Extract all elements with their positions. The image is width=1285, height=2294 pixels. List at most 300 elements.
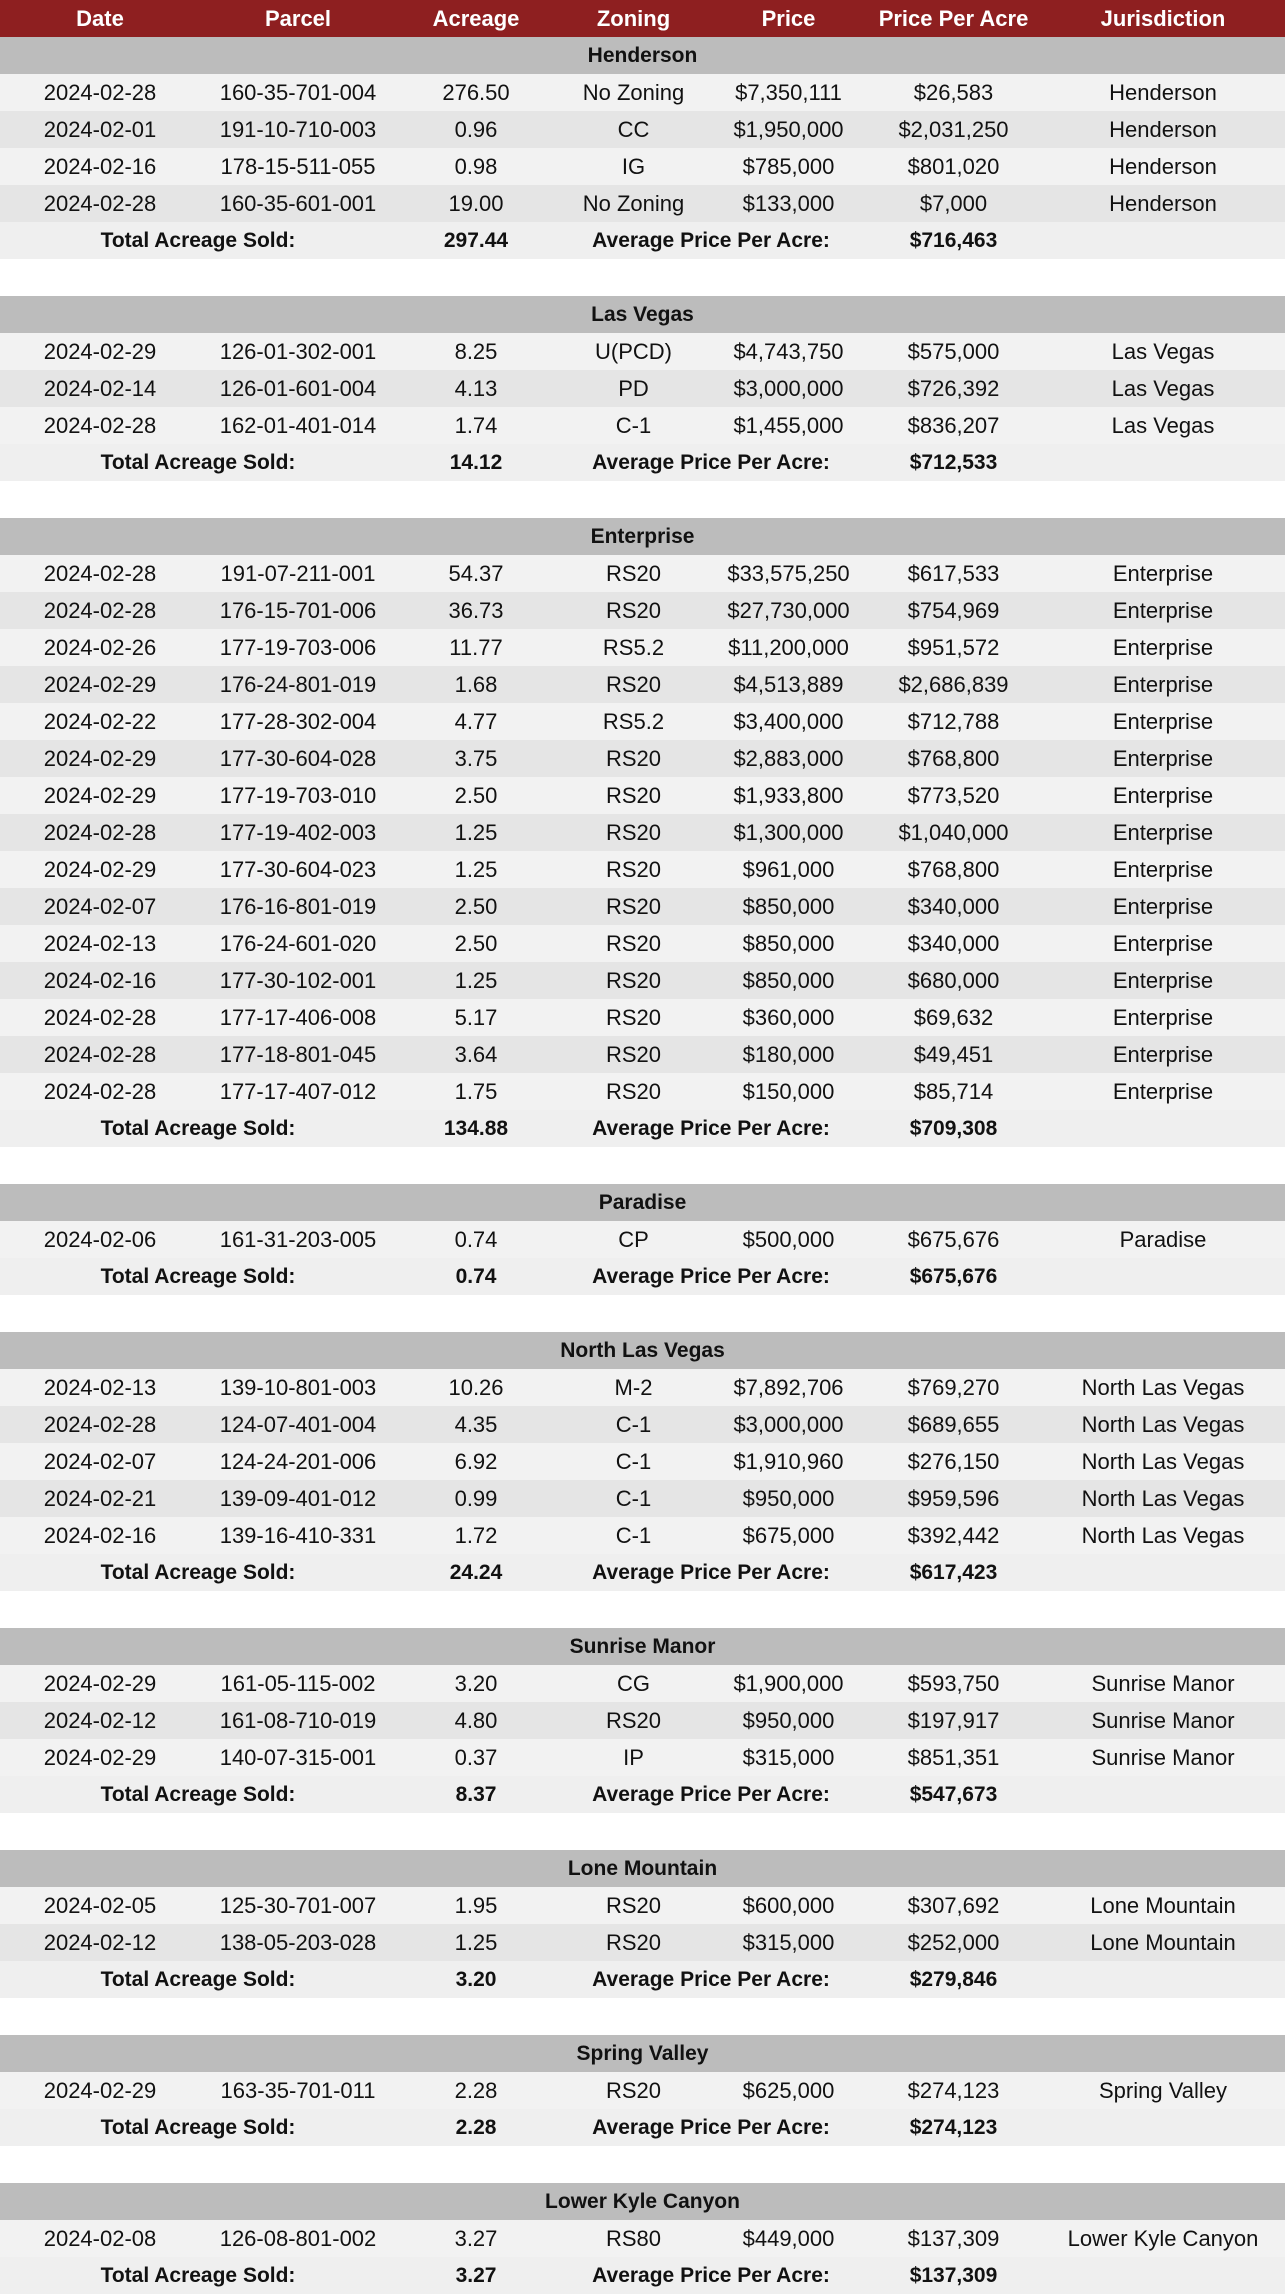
- date-cell: 2024-02-29: [43, 782, 157, 808]
- table-row: [0, 333, 1285, 370]
- date-cell: 2024-02-12: [43, 1929, 157, 1955]
- date-cell: 2024-02-22: [43, 708, 157, 734]
- acreage-cell: 1.74: [454, 412, 498, 438]
- date-cell: 2024-02-28: [43, 1041, 157, 1067]
- average-ppa-label: Average Price Per Acre:: [592, 1967, 830, 1991]
- average-ppa-value: $547,673: [909, 1782, 998, 1806]
- parcel-cell: 126-01-302-001: [219, 338, 377, 364]
- acreage-cell: 0.99: [454, 1485, 498, 1511]
- parcel-cell: 125-30-701-007: [219, 1892, 377, 1918]
- jurisdiction-cell: Enterprise: [1112, 967, 1214, 993]
- price-cell: $4,743,750: [733, 338, 844, 364]
- date-cell: 2024-02-29: [43, 745, 157, 771]
- table-row: [0, 1221, 1285, 1258]
- zoning-cell: M-2: [614, 1374, 653, 1400]
- total-acreage-label: Total Acreage Sold:: [100, 2263, 296, 2287]
- zoning-cell: RS80: [605, 2225, 662, 2251]
- price-cell: $3,000,000: [733, 375, 844, 401]
- table-row: [0, 185, 1285, 222]
- jurisdiction-cell: North Las Vegas: [1081, 1411, 1245, 1437]
- section-total-row: [0, 1961, 1285, 1998]
- parcel-cell: 139-09-401-012: [219, 1485, 377, 1511]
- parcel-cell: 191-10-710-003: [219, 116, 377, 142]
- jurisdiction-cell: Enterprise: [1112, 634, 1214, 660]
- section-spacer: [0, 1147, 1285, 1184]
- price-per-acre-cell: $49,451: [913, 1041, 994, 1067]
- sections-container: [0, 37, 1285, 2294]
- price-cell: $33,575,250: [727, 560, 850, 586]
- price-cell: $449,000: [742, 2225, 835, 2251]
- table-row: [0, 1702, 1285, 1739]
- date-cell: 2024-02-28: [43, 190, 157, 216]
- price-per-acre-cell: $951,572: [907, 634, 1000, 660]
- acreage-cell: 1.25: [454, 856, 498, 882]
- total-acreage-value: 134.88: [443, 1116, 509, 1140]
- total-acreage-label: Total Acreage Sold:: [100, 1967, 296, 1991]
- table-row: [0, 962, 1285, 999]
- average-ppa-value: $712,533: [909, 450, 998, 474]
- parcel-cell: 177-18-801-045: [219, 1041, 377, 1067]
- parcel-cell: 160-35-701-004: [219, 79, 377, 105]
- section-title: Lower Kyle Canyon: [0, 2183, 1285, 2220]
- zoning-cell: U(PCD): [595, 338, 672, 364]
- price-cell: $2,883,000: [733, 745, 844, 771]
- date-cell: 2024-02-29: [43, 2077, 157, 2103]
- acreage-cell: 276.50: [442, 79, 510, 105]
- average-ppa-value: $675,676: [909, 1264, 998, 1288]
- parcel-cell: 126-01-601-004: [219, 375, 377, 401]
- date-cell: 2024-02-08: [43, 2225, 157, 2251]
- average-ppa-label: Average Price Per Acre:: [592, 1560, 830, 1584]
- jurisdiction-cell: North Las Vegas: [1081, 1522, 1245, 1548]
- price-per-acre-cell: $617,533: [907, 560, 1000, 586]
- table-row: [0, 111, 1285, 148]
- acreage-cell: 2.50: [454, 782, 498, 808]
- date-cell: 2024-02-28: [43, 412, 157, 438]
- price-cell: $27,730,000: [727, 597, 850, 623]
- section-total-row: [0, 1776, 1285, 1813]
- parcel-cell: 177-30-102-001: [219, 967, 377, 993]
- acreage-cell: 1.72: [454, 1522, 498, 1548]
- parcel-cell: 160-35-601-001: [219, 190, 377, 216]
- zoning-cell: IG: [621, 153, 646, 179]
- jurisdiction-cell: Enterprise: [1112, 708, 1214, 734]
- price-per-acre-cell: $2,686,839: [898, 671, 1009, 697]
- zoning-cell: RS20: [605, 1004, 662, 1030]
- table-header: [0, 0, 1285, 37]
- price-per-acre-cell: $712,788: [907, 708, 1000, 734]
- total-acreage-label: Total Acreage Sold:: [100, 2115, 296, 2139]
- total-acreage-value: 3.20: [455, 1967, 497, 1991]
- section-total-row: [0, 444, 1285, 481]
- table-row: [0, 148, 1285, 185]
- parcel-cell: 126-08-801-002: [219, 2225, 377, 2251]
- date-cell: 2024-02-29: [43, 1670, 157, 1696]
- jurisdiction-cell: North Las Vegas: [1081, 1485, 1245, 1511]
- acreage-cell: 4.35: [454, 1411, 498, 1437]
- parcel-cell: 161-08-710-019: [219, 1707, 377, 1733]
- acreage-cell: 1.25: [454, 1929, 498, 1955]
- parcel-cell: 176-15-701-006: [219, 597, 377, 623]
- acreage-cell: 19.00: [448, 190, 504, 216]
- section-spacer: [0, 1998, 1285, 2035]
- zoning-cell: RS20: [605, 597, 662, 623]
- jurisdiction-cell: Enterprise: [1112, 745, 1214, 771]
- jurisdiction-cell: Enterprise: [1112, 819, 1214, 845]
- parcel-cell: 177-17-406-008: [219, 1004, 377, 1030]
- date-cell: 2024-02-26: [43, 634, 157, 660]
- average-ppa-value: $709,308: [909, 1116, 998, 1140]
- acreage-cell: 3.64: [454, 1041, 498, 1067]
- parcel-cell: 176-24-801-019: [219, 671, 377, 697]
- section-title: Las Vegas: [0, 296, 1285, 333]
- price-cell: $180,000: [742, 1041, 835, 1067]
- total-acreage-value: 24.24: [449, 1560, 503, 1584]
- price-cell: $950,000: [742, 1707, 835, 1733]
- price-cell: $1,455,000: [733, 412, 844, 438]
- jurisdiction-cell: Henderson: [1109, 153, 1217, 179]
- price-cell: $1,950,000: [733, 116, 844, 142]
- parcel-cell: 161-31-203-005: [219, 1226, 377, 1252]
- header-acreage: Acreage: [432, 5, 520, 31]
- average-ppa-label: Average Price Per Acre:: [592, 2263, 830, 2287]
- price-cell: $315,000: [742, 1929, 835, 1955]
- price-per-acre-cell: $689,655: [907, 1411, 1000, 1437]
- total-acreage-value: 2.28: [455, 2115, 497, 2139]
- zoning-cell: RS20: [605, 1078, 662, 1104]
- total-acreage-label: Total Acreage Sold:: [100, 450, 296, 474]
- price-cell: $7,350,111: [735, 79, 842, 105]
- acreage-cell: 3.75: [454, 745, 498, 771]
- date-cell: 2024-02-01: [43, 116, 157, 142]
- zoning-cell: No Zoning: [582, 79, 685, 105]
- jurisdiction-cell: Paradise: [1119, 1226, 1207, 1252]
- price-per-acre-cell: $593,750: [907, 1670, 1000, 1696]
- parcel-cell: 140-07-315-001: [219, 1744, 377, 1770]
- acreage-cell: 8.25: [454, 338, 498, 364]
- jurisdiction-cell: Henderson: [1109, 116, 1217, 142]
- section-spacer: [0, 481, 1285, 518]
- zoning-cell: CP: [618, 1226, 649, 1252]
- total-acreage-label: Total Acreage Sold:: [100, 1560, 296, 1584]
- price-cell: $675,000: [742, 1522, 835, 1548]
- parcel-cell: 139-16-410-331: [219, 1522, 377, 1548]
- date-cell: 2024-02-28: [43, 79, 157, 105]
- parcel-cell: 124-07-401-004: [219, 1411, 377, 1437]
- price-per-acre-cell: $197,917: [907, 1707, 1000, 1733]
- price-cell: $1,300,000: [733, 819, 844, 845]
- section-title: Enterprise: [0, 518, 1285, 555]
- table-row: [0, 370, 1285, 407]
- table-row: [0, 407, 1285, 444]
- acreage-cell: 4.80: [454, 1707, 498, 1733]
- price-per-acre-cell: $276,150: [907, 1448, 1000, 1474]
- table-row: [0, 2220, 1285, 2257]
- price-cell: $785,000: [742, 153, 835, 179]
- acreage-cell: 1.95: [454, 1892, 498, 1918]
- jurisdiction-cell: Enterprise: [1112, 1041, 1214, 1067]
- price-per-acre-cell: $959,596: [907, 1485, 1000, 1511]
- acreage-cell: 0.74: [454, 1226, 498, 1252]
- table-row: [0, 777, 1285, 814]
- price-per-acre-cell: $2,031,250: [898, 116, 1009, 142]
- parcel-cell: 177-28-302-004: [219, 708, 377, 734]
- parcel-cell: 178-15-511-055: [220, 153, 376, 179]
- zoning-cell: RS20: [605, 893, 662, 919]
- acreage-cell: 1.25: [454, 967, 498, 993]
- acreage-cell: 2.28: [454, 2077, 498, 2103]
- zoning-cell: RS20: [605, 1041, 662, 1067]
- parcel-cell: 177-30-604-028: [219, 745, 377, 771]
- date-cell: 2024-02-21: [43, 1485, 157, 1511]
- zoning-cell: RS20: [605, 1707, 662, 1733]
- price-per-acre-cell: $680,000: [907, 967, 1000, 993]
- section-spacer: [0, 259, 1285, 296]
- jurisdiction-cell: Sunrise Manor: [1091, 1744, 1235, 1770]
- date-cell: 2024-02-16: [43, 1522, 157, 1548]
- price-per-acre-cell: $26,583: [913, 79, 994, 105]
- zoning-cell: IP: [623, 1744, 644, 1770]
- zoning-cell: C-1: [615, 1448, 652, 1474]
- table-row: [0, 1073, 1285, 1110]
- zoning-cell: CC: [617, 116, 650, 142]
- zoning-cell: C-1: [615, 412, 652, 438]
- date-cell: 2024-02-28: [43, 1411, 157, 1437]
- parcel-cell: 163-35-701-011: [220, 2077, 376, 2103]
- price-per-acre-cell: $340,000: [907, 893, 1000, 919]
- parcel-cell: 176-16-801-019: [219, 893, 377, 919]
- average-ppa-label: Average Price Per Acre:: [592, 1264, 830, 1288]
- price-per-acre-cell: $768,800: [907, 745, 1000, 771]
- table-row: [0, 74, 1285, 111]
- jurisdiction-cell: Enterprise: [1112, 1078, 1214, 1104]
- header-parcel: Parcel: [264, 5, 332, 31]
- table-row: [0, 1887, 1285, 1924]
- price-per-acre-cell: $851,351: [907, 1744, 1000, 1770]
- section-title: Henderson: [0, 37, 1285, 74]
- table-row: [0, 629, 1285, 666]
- price-cell: $315,000: [742, 1744, 835, 1770]
- price-cell: $133,000: [742, 190, 835, 216]
- jurisdiction-cell: Las Vegas: [1111, 338, 1215, 364]
- table-row: [0, 925, 1285, 962]
- parcel-cell: 139-10-801-003: [219, 1374, 377, 1400]
- price-per-acre-cell: $392,442: [907, 1522, 1000, 1548]
- date-cell: 2024-02-13: [43, 930, 157, 956]
- date-cell: 2024-02-07: [43, 893, 157, 919]
- header-date: Date: [76, 5, 124, 31]
- table-row: [0, 1369, 1285, 1406]
- date-cell: 2024-02-28: [43, 1004, 157, 1030]
- section-total-row: [0, 2109, 1285, 2146]
- price-cell: $950,000: [742, 1485, 835, 1511]
- price-cell: $850,000: [742, 967, 835, 993]
- header-jurisdiction: Jurisdiction: [1100, 5, 1226, 31]
- header-zoning: Zoning: [596, 5, 671, 31]
- parcel-cell: 177-19-703-006: [219, 634, 377, 660]
- section-total-row: [0, 2257, 1285, 2294]
- price-per-acre-cell: $575,000: [907, 338, 1000, 364]
- table-row: [0, 851, 1285, 888]
- price-per-acre-cell: $768,800: [907, 856, 1000, 882]
- zoning-cell: No Zoning: [582, 190, 685, 216]
- table-row: [0, 1665, 1285, 1702]
- price-per-acre-cell: $307,692: [907, 1892, 1000, 1918]
- section-title: Lone Mountain: [0, 1850, 1285, 1887]
- price-cell: $961,000: [742, 856, 835, 882]
- acreage-cell: 2.50: [454, 930, 498, 956]
- zoning-cell: RS20: [605, 1892, 662, 1918]
- acreage-cell: 0.98: [454, 153, 498, 179]
- price-per-acre-cell: $801,020: [907, 153, 1000, 179]
- price-per-acre-cell: $726,392: [907, 375, 1000, 401]
- section-total-row: [0, 1554, 1285, 1591]
- acreage-cell: 0.96: [454, 116, 498, 142]
- acreage-cell: 0.37: [454, 1744, 498, 1770]
- price-cell: $7,892,706: [733, 1374, 844, 1400]
- price-per-acre-cell: $85,714: [913, 1078, 994, 1104]
- zoning-cell: RS20: [605, 560, 662, 586]
- acreage-cell: 11.77: [449, 634, 503, 660]
- jurisdiction-cell: Enterprise: [1112, 597, 1214, 623]
- section-spacer: [0, 1295, 1285, 1332]
- table-row: [0, 1517, 1285, 1554]
- acreage-cell: 1.68: [454, 671, 498, 697]
- jurisdiction-cell: Lower Kyle Canyon: [1067, 2225, 1259, 2251]
- header-price: Price: [761, 5, 816, 31]
- price-cell: $360,000: [742, 1004, 835, 1030]
- jurisdiction-cell: Lone Mountain: [1090, 1892, 1236, 1918]
- price-cell: $850,000: [742, 893, 835, 919]
- date-cell: 2024-02-05: [43, 1892, 157, 1918]
- date-cell: 2024-02-14: [43, 375, 157, 401]
- total-acreage-value: 297.44: [443, 228, 509, 252]
- table-row: [0, 592, 1285, 629]
- section-total-row: [0, 1110, 1285, 1147]
- table-row: [0, 888, 1285, 925]
- table-row: [0, 740, 1285, 777]
- jurisdiction-cell: Henderson: [1109, 190, 1217, 216]
- jurisdiction-cell: Enterprise: [1112, 671, 1214, 697]
- date-cell: 2024-02-29: [43, 1744, 157, 1770]
- acreage-cell: 36.73: [448, 597, 504, 623]
- date-cell: 2024-02-29: [43, 338, 157, 364]
- acreage-cell: 54.37: [448, 560, 504, 586]
- price-cell: $500,000: [742, 1226, 835, 1252]
- price-cell: $625,000: [742, 2077, 835, 2103]
- date-cell: 2024-02-06: [43, 1226, 157, 1252]
- jurisdiction-cell: Enterprise: [1112, 1004, 1214, 1030]
- section-spacer: [0, 2146, 1285, 2183]
- table-row: [0, 555, 1285, 592]
- average-ppa-label: Average Price Per Acre:: [592, 450, 830, 474]
- jurisdiction-cell: Enterprise: [1112, 856, 1214, 882]
- section-total-row: [0, 222, 1285, 259]
- total-acreage-value: 3.27: [455, 2263, 497, 2287]
- jurisdiction-cell: North Las Vegas: [1081, 1448, 1245, 1474]
- price-cell: $1,910,960: [733, 1448, 844, 1474]
- parcel-cell: 191-07-211-001: [220, 560, 376, 586]
- acreage-cell: 5.17: [454, 1004, 498, 1030]
- date-cell: 2024-02-28: [43, 1078, 157, 1104]
- parcel-cell: 176-24-601-020: [219, 930, 377, 956]
- jurisdiction-cell: Enterprise: [1112, 893, 1214, 919]
- price-cell: $3,400,000: [733, 708, 844, 734]
- price-per-acre-cell: $137,309: [907, 2225, 1000, 2251]
- section-spacer: [0, 1813, 1285, 1850]
- jurisdiction-cell: Sunrise Manor: [1091, 1670, 1235, 1696]
- date-cell: 2024-02-28: [43, 819, 157, 845]
- zoning-cell: RS5.2: [602, 708, 665, 734]
- zoning-cell: RS20: [605, 930, 662, 956]
- parcel-cell: 124-24-201-006: [219, 1448, 377, 1474]
- parcel-cell: 177-17-407-012: [219, 1078, 377, 1104]
- table-row: [0, 666, 1285, 703]
- zoning-cell: C-1: [615, 1411, 652, 1437]
- total-acreage-label: Total Acreage Sold:: [100, 1264, 296, 1288]
- total-acreage-value: 14.12: [449, 450, 503, 474]
- jurisdiction-cell: Sunrise Manor: [1091, 1707, 1235, 1733]
- average-ppa-label: Average Price Per Acre:: [592, 2115, 830, 2139]
- acreage-cell: 1.75: [454, 1078, 498, 1104]
- price-cell: $850,000: [742, 930, 835, 956]
- price-per-acre-cell: $773,520: [907, 782, 1000, 808]
- date-cell: 2024-02-29: [43, 856, 157, 882]
- price-per-acre-cell: $754,969: [907, 597, 1000, 623]
- parcel-cell: 138-05-203-028: [219, 1929, 377, 1955]
- parcel-cell: 177-19-402-003: [219, 819, 377, 845]
- zoning-cell: RS20: [605, 2077, 662, 2103]
- table-row: [0, 999, 1285, 1036]
- jurisdiction-cell: Las Vegas: [1111, 412, 1215, 438]
- acreage-cell: 3.27: [454, 2225, 498, 2251]
- price-per-acre-cell: $675,676: [907, 1226, 1000, 1252]
- section-title: North Las Vegas: [0, 1332, 1285, 1369]
- price-per-acre-cell: $7,000: [919, 190, 988, 216]
- total-acreage-label: Total Acreage Sold:: [100, 1782, 296, 1806]
- price-per-acre-cell: $769,270: [907, 1374, 1000, 1400]
- average-ppa-label: Average Price Per Acre:: [592, 228, 830, 252]
- table-row: [0, 1443, 1285, 1480]
- average-ppa-label: Average Price Per Acre:: [592, 1116, 830, 1140]
- jurisdiction-cell: Enterprise: [1112, 560, 1214, 586]
- table-row: [0, 814, 1285, 851]
- price-cell: $600,000: [742, 1892, 835, 1918]
- zoning-cell: RS20: [605, 671, 662, 697]
- price-cell: $1,900,000: [733, 1670, 844, 1696]
- average-ppa-value: $617,423: [909, 1560, 998, 1584]
- price-cell: $4,513,889: [733, 671, 844, 697]
- section-title: Sunrise Manor: [0, 1628, 1285, 1665]
- zoning-cell: RS20: [605, 819, 662, 845]
- acreage-cell: 10.26: [448, 1374, 504, 1400]
- table-row: [0, 1739, 1285, 1776]
- acreage-cell: 3.20: [454, 1670, 498, 1696]
- date-cell: 2024-02-07: [43, 1448, 157, 1474]
- date-cell: 2024-02-12: [43, 1707, 157, 1733]
- price-per-acre-cell: $340,000: [907, 930, 1000, 956]
- date-cell: 2024-02-16: [43, 967, 157, 993]
- section-title: Spring Valley: [0, 2035, 1285, 2072]
- total-acreage-value: 8.37: [455, 1782, 497, 1806]
- zoning-cell: RS20: [605, 782, 662, 808]
- acreage-cell: 1.25: [454, 819, 498, 845]
- zoning-cell: RS20: [605, 1929, 662, 1955]
- jurisdiction-cell: Enterprise: [1112, 930, 1214, 956]
- date-cell: 2024-02-13: [43, 1374, 157, 1400]
- zoning-cell: RS20: [605, 856, 662, 882]
- price-cell: $150,000: [742, 1078, 835, 1104]
